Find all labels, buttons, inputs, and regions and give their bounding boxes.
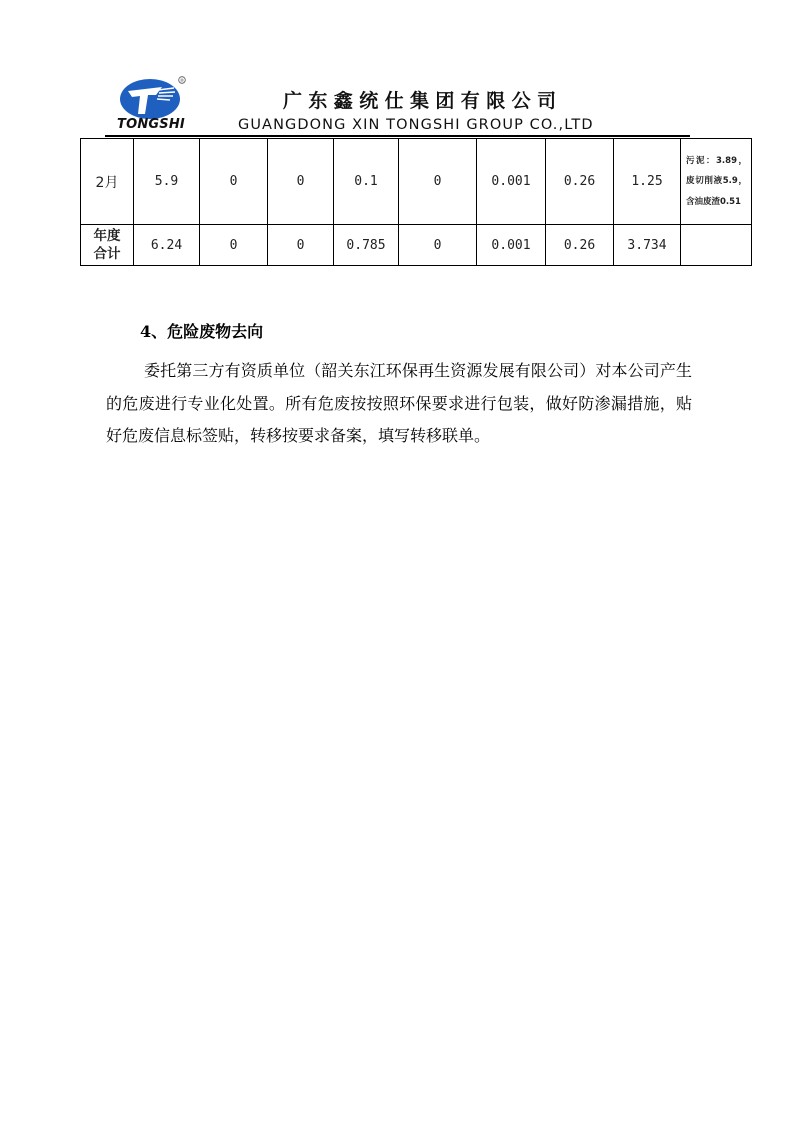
section-title: 4、危险废物去向 [140, 322, 264, 341]
table-cell: 6.24 [134, 225, 200, 266]
note-cell [681, 225, 752, 266]
table-cell: 0 [200, 139, 268, 225]
table-row [81, 225, 752, 266]
table-cell: 0 [200, 225, 268, 266]
header-divider [105, 135, 690, 137]
table-cell: 0 [399, 139, 477, 225]
company-name-en: GUANGDONG XIN TONGSHI GROUP CO.,LTD [238, 117, 594, 133]
table-cell: 0.001 [477, 139, 546, 225]
svg-text:®: ® [179, 78, 185, 84]
table-cell: 0.26 [546, 225, 614, 266]
note-cell: 污泥：3.89，废切削液5.9，含油废渣0.51 [681, 139, 752, 225]
table-cell: 3.734 [614, 225, 681, 266]
logo-text: TONGSHI [117, 117, 185, 132]
hazardous-waste-table [80, 138, 752, 266]
table-cell: 0.1 [334, 139, 399, 225]
section-paragraph: 委托第三方有资质单位（韶关东江环保再生资源发展有限公司）对本公司产生的危废进行专业化处置。所有危废按按照环保要求进行包装，做好防渗漏措施，贴好危废信息标签贴，转移按要求备案，填写转移联单。 [106, 361, 692, 445]
table-cell: 0 [268, 225, 334, 266]
table-cell: 0 [399, 225, 477, 266]
table-cell: 0.001 [477, 225, 546, 266]
row-label: 2月 [81, 139, 134, 225]
company-name-cn: 广东鑫统仕集团有限公司 [283, 90, 563, 112]
table-row [81, 139, 752, 225]
tongshi-logo-icon [118, 74, 188, 120]
row-label-line: 合计 [93, 246, 121, 262]
table-cell: 0.785 [334, 225, 399, 266]
table-cell: 5.9 [134, 139, 200, 225]
table-cell: 0 [268, 139, 334, 225]
table-cell: 0.26 [546, 139, 614, 225]
table-cell: 1.25 [614, 139, 681, 225]
row-label [81, 225, 134, 266]
row-label-line: 年度 [93, 228, 121, 244]
